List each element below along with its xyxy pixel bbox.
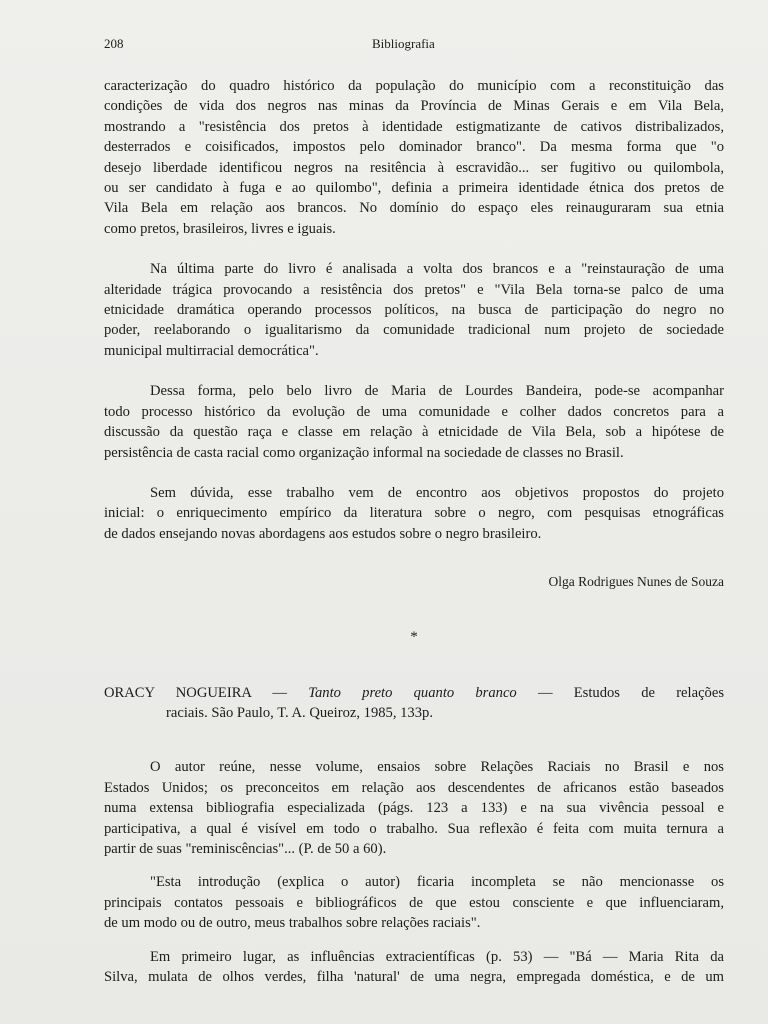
text-line: mostrando a "resistência dos pretos à identidade estigmatizante de cativos distribalizados, — [104, 118, 724, 135]
text-line: Dessa forma, pelo belo livro de Maria de Lourdes Bandeira, pode-se acompanhar — [150, 383, 724, 400]
entry-dash: — — [251, 684, 309, 701]
entry-subtitle: — Estudos de relações — [516, 684, 724, 701]
entry-line-2: raciais. São Paulo, T. A. Queiroz, 1985, 133p. — [166, 704, 433, 721]
text-line: Vila Bela em relação aos brancos. No domínio do espaço eles reinauguraram sua etnia — [104, 200, 724, 217]
text-line: de um modo ou de outro, meus trabalhos sobre relações raciais". — [104, 915, 481, 932]
paragraph-5 — [104, 757, 724, 859]
text-line: Sem dúvida, esse trabalho vem de encontro aos objetivos propostos do projeto — [150, 484, 724, 501]
text-line: alteridade trágica provocando a resistência dos pretos" e "Vila Bela torna-se palco de uma — [104, 281, 724, 298]
entry-author: ORACY NOGUEIRA — [104, 684, 252, 701]
page-body — [104, 76, 724, 987]
paragraph-7 — [104, 947, 724, 988]
text-line: municipal multirracial democrática". — [104, 342, 319, 359]
text-line: etnicidade dramática operando processos políticos, na busca de participação do negro no — [104, 302, 724, 319]
text-line: Na última parte do livro é analisada a volta dos brancos e a "reinstauração de uma — [150, 261, 724, 278]
text-line: desejo liberdade identificou negros na resitência à escravidão... ser fugitivo ou quilombola, — [104, 159, 724, 176]
text-line: Estados Unidos; os preconceitos em relação aos descendentes de africanos estão baseados — [104, 779, 724, 796]
text-line: persistência de casta racial como organização informal na sociedade de classes no Brasil. — [104, 444, 624, 461]
text-line: de dados ensejando novas abordagens aos estudos sobre o negro brasileiro. — [104, 525, 542, 542]
entry-line-1 — [104, 683, 724, 703]
text-line: Em primeiro lugar, as influências extracientíficas (p. 53) — "Bá — Maria Rita da — [150, 948, 724, 965]
text-line: inicial: o enriquecimento empírico da literatura sobre o negro, com pesquisas etnográficas — [104, 505, 724, 522]
paragraph-2 — [104, 259, 724, 361]
page-header — [104, 36, 724, 54]
text-line: Silva, mulata de olhos verdes, filha 'natural' de uma negra, empregada doméstica, e de um — [104, 969, 724, 985]
text-line: numa extensa bibliografia especializada (págs. 123 a 133) e na sua vivência pessoal e — [104, 800, 724, 817]
text-line: principais contatos pessoais e bibliográficos de que estou consciente e que influenciaram, — [104, 894, 724, 911]
running-title: Bibliografia — [372, 36, 435, 51]
paragraph-4 — [104, 483, 724, 544]
review-signature: Olga Rodrigues Nunes de Souza — [548, 574, 724, 590]
text-line: partir de suas "reminiscências"... (P. de 50 a 60). — [104, 840, 387, 857]
text-line: caracterização do quadro histórico da população do município com a reconstituição das — [104, 78, 724, 94]
text-line: poder, reelaborando o igualitarismo da comunidade tradicional num projeto de sociedade — [104, 322, 724, 339]
paragraph-3 — [104, 381, 724, 463]
text-line: desterrados e coisificados, impostos pelo dominador branco". Da mesma forma que "o — [104, 139, 724, 156]
bibliographic-entry — [104, 683, 724, 724]
paragraph-6 — [104, 872, 724, 933]
text-line: "Esta introdução (explica o autor) ficaria incompleta se não mencionasse os — [150, 874, 724, 891]
text-line: ou ser candidato à fuga e ao quilombo", definia a primeira identidade étnica dos pretos de — [104, 180, 724, 197]
text-line: O autor reúne, nesse volume, ensaios sobre Relações Raciais no Brasil e nos — [150, 759, 724, 776]
text-line: participativa, a qual é visível em todo o trabalho. Sua reflexão é feita com muita ternura a — [104, 820, 724, 837]
text-line: condições de vida dos negros nas minas da Província de Minas Gerais e em Vila Bela, — [104, 98, 724, 115]
page-number: 208 — [104, 36, 124, 51]
section-separator: * — [410, 628, 418, 645]
text-line: como pretos, brasileiros, livres e iguais. — [104, 220, 336, 237]
paragraph-1 — [104, 76, 724, 239]
text-line: todo processo histórico da evolução de uma comunidade e colher dados concretos para a — [104, 403, 724, 420]
entry-title: Tanto preto quanto branco — [308, 684, 517, 701]
text-line: discussão da questão raça e classe em relação à etnicidade de Vila Bela, sob a hipótese de — [104, 424, 724, 441]
